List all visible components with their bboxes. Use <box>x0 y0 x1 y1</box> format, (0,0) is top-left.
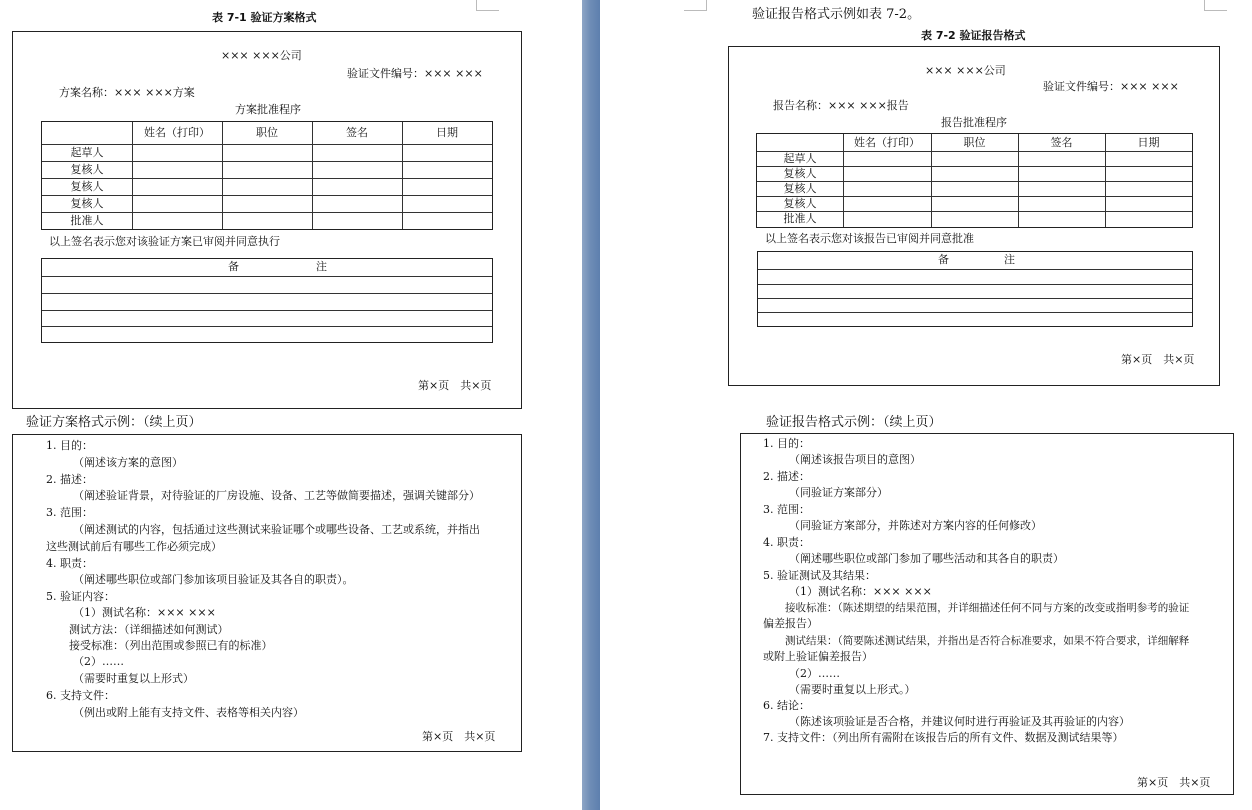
list-item: （阐述测试的内容，包括通过这些测试来验证哪个或哪些设备、工艺或系统，并指出 <box>73 523 480 536</box>
column-header: 职位 <box>256 126 278 139</box>
page-gutter <box>582 0 600 810</box>
list-item: 1. 目的： <box>46 439 93 452</box>
list-item: （阐述验证背景，对待验证的厂房设施、设备、工艺等做简要描述，强调关键部分） <box>73 489 480 502</box>
continued-title: 验证方案格式示例：（续上页） <box>26 415 202 430</box>
role-label: 起草人 <box>70 146 104 159</box>
list-item: 2. 描述： <box>46 473 93 486</box>
role-label: 复核人 <box>70 180 104 193</box>
role-label: 复核人 <box>70 163 104 176</box>
list-item: 6. 支持文件： <box>46 689 115 702</box>
continued-title: 验证报告格式示例：（续上页） <box>766 415 942 430</box>
approval-title: 方案批准程序 <box>235 103 301 116</box>
approval-table <box>756 133 1193 228</box>
remarks-header: 备 注 <box>938 253 1015 266</box>
role-label: 起草人 <box>783 152 817 165</box>
list-item: 或附上验证偏差报告） <box>763 650 873 663</box>
report-content-box <box>740 433 1234 795</box>
role-label: 复核人 <box>783 197 817 210</box>
list-item: （2）…… <box>789 667 840 680</box>
role-label: 复核人 <box>70 197 104 210</box>
doc-number: 验证文件编号：××× ××× <box>347 67 483 80</box>
list-item: 测试方法：（详细描述如何测试） <box>69 623 229 636</box>
list-item: （需要时重复以上形式） <box>73 672 194 685</box>
column-header: 签名 <box>1050 136 1073 149</box>
role-label: 批准人 <box>783 212 817 225</box>
list-item: （需要时重复以上形式。） <box>789 683 916 696</box>
page-number: 第×页 共×页 <box>1121 353 1195 366</box>
list-item: 测试结果：（简要陈述测试结果，并指出是否符合标准要求，如果不符合要求，详细解释 <box>785 635 1190 647</box>
left-page <box>0 0 582 810</box>
company-name: ××× ×××公司 <box>925 64 1006 77</box>
doc-number: 验证文件编号：××× ××× <box>1043 80 1179 93</box>
list-item: 4. 职责： <box>763 536 810 549</box>
table-title: 表 7-1 验证方案格式 <box>212 11 317 24</box>
intro-text: 验证报告格式示例如表 7-2。 <box>752 7 921 22</box>
list-item: （2）…… <box>73 655 124 668</box>
plan-content-box <box>12 434 522 752</box>
role-label: 复核人 <box>783 182 817 195</box>
list-item: （例出或附上能有支持文件、表格等相关内容） <box>73 706 304 719</box>
list-item: （阐述哪些职位或部门参加了哪些活动和其各自的职责） <box>789 552 1064 565</box>
column-header: 职位 <box>963 136 986 149</box>
list-item: （同验证方案部分，并陈述对方案内容的任何修改） <box>789 519 1042 532</box>
list-item: 接收标准：（陈述期望的结果范围，并详细描述任何不同与方案的改变或指明参考的验证 <box>785 602 1190 614</box>
list-item: 3. 范围： <box>763 503 810 516</box>
page-number: 第×页 共×页 <box>422 730 496 743</box>
remarks-header: 备 注 <box>228 260 327 273</box>
column-header: 日期 <box>436 126 458 139</box>
right-page <box>600 0 1252 810</box>
plan-name: 方案名称：××× ×××方案 <box>59 86 195 99</box>
list-item: 这些测试前后有哪些工作必须完成） <box>46 540 222 553</box>
page-corner-mark <box>476 0 499 11</box>
page-number: 第×页 共×页 <box>1137 776 1211 789</box>
sign-note: 以上签名表示您对该验证方案已审阅并同意执行 <box>49 235 280 248</box>
list-item: 7. 支持文件：（列出所有需附在该报告后的所有文件、数据及测试结果等） <box>763 731 1124 744</box>
list-item: （1）测试名称：××× ××× <box>789 585 932 598</box>
role-label: 复核人 <box>783 167 817 180</box>
list-item: （阐述该报告项目的意图） <box>789 453 921 466</box>
page-number: 第×页 共×页 <box>418 379 492 392</box>
list-item: 1. 目的： <box>763 437 810 450</box>
company-name: ××× ×××公司 <box>221 49 302 62</box>
role-label: 批准人 <box>70 214 104 227</box>
remarks-table <box>41 258 493 343</box>
list-item: 4. 职责： <box>46 557 93 570</box>
remarks-table <box>757 251 1193 327</box>
column-header: 姓名（打印） <box>144 126 210 139</box>
page-corner-mark <box>684 0 707 11</box>
list-item: （同验证方案部分） <box>789 486 888 499</box>
list-item: 5. 验证内容： <box>46 590 115 603</box>
list-item: 2. 描述： <box>763 470 810 483</box>
list-item: （阐述该方案的意图） <box>73 456 183 469</box>
list-item: （陈述该项验证是否合格，并建议何时进行再验证及其再验证的内容） <box>789 715 1130 728</box>
list-item: 3. 范围： <box>46 506 93 519</box>
plan-format-form <box>12 31 522 409</box>
report-format-form <box>728 46 1220 386</box>
approval-title: 报告批准程序 <box>941 116 1007 129</box>
list-item: 5. 验证测试及其结果： <box>763 569 876 582</box>
list-item: （阐述哪些职位或部门参加该项目验证及其各自的职责）。 <box>73 573 354 586</box>
column-header: 姓名（打印） <box>854 136 920 149</box>
list-item: 偏差报告） <box>763 617 818 630</box>
list-item: 6. 结论： <box>763 699 810 712</box>
list-item: （1）测试名称：××× ××× <box>73 606 216 619</box>
report-name: 报告名称：××× ×××报告 <box>773 99 909 112</box>
sign-note: 以上签名表示您对该报告已审阅并同意批准 <box>765 232 974 245</box>
table-title: 表 7-2 验证报告格式 <box>921 29 1026 42</box>
column-header: 日期 <box>1137 136 1160 149</box>
approval-table <box>41 121 493 230</box>
column-header: 签名 <box>346 126 368 139</box>
list-item: 接受标准：（列出范围或参照已有的标准） <box>69 639 273 652</box>
page-corner-mark <box>1204 0 1227 11</box>
